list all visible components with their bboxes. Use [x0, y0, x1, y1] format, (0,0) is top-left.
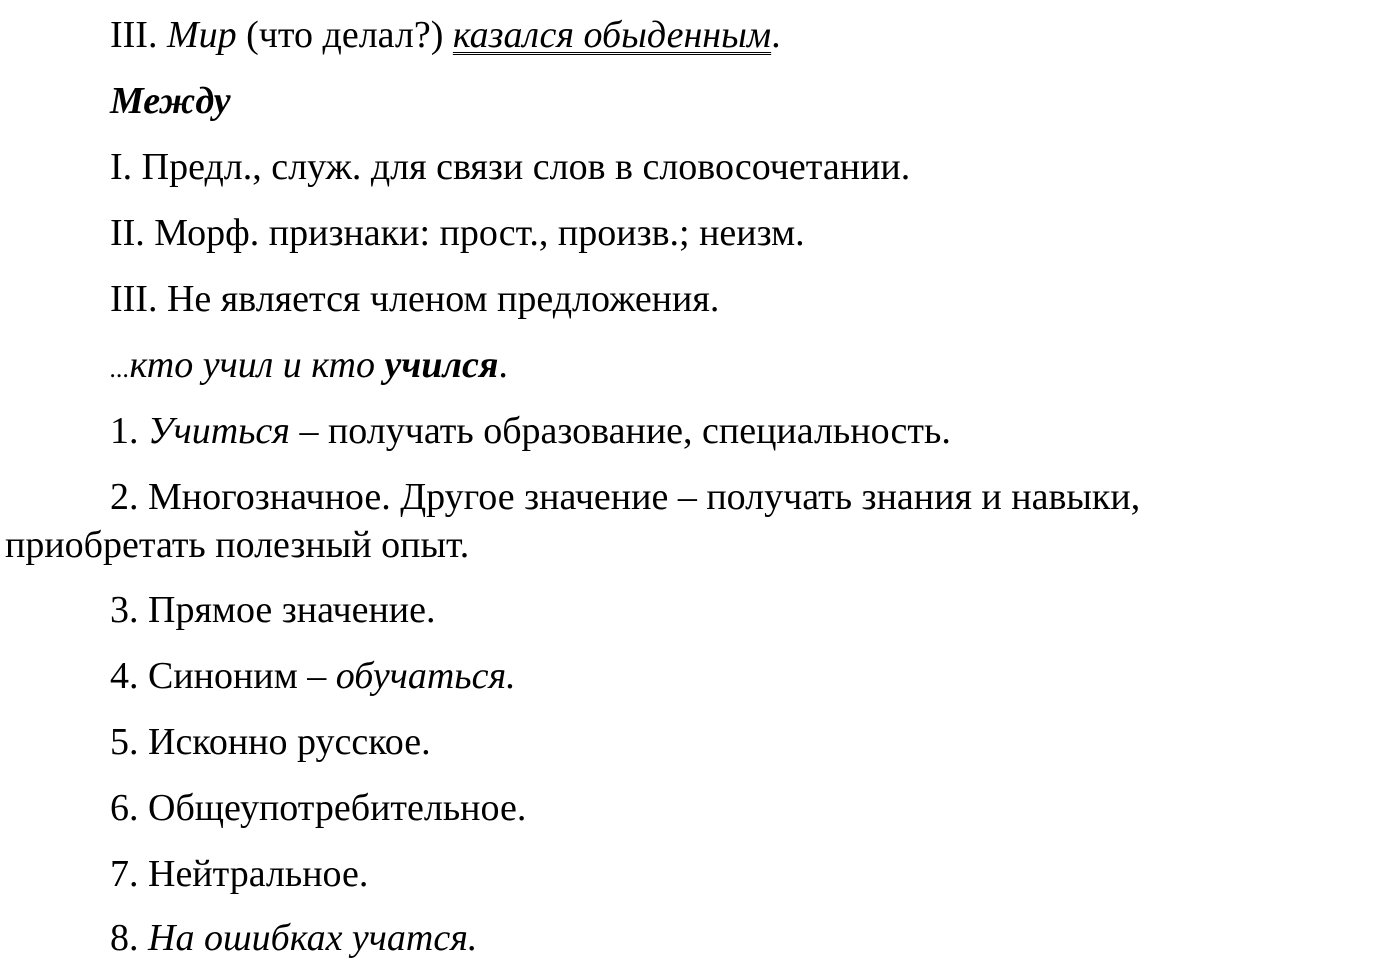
analysis-line-2: II. Морф. признаки: прост., произв.; неизм.	[110, 212, 805, 254]
list-item-7: 7. Нейтральное.	[110, 853, 369, 895]
item-number: 8.	[110, 917, 148, 959]
subject-word: Мир	[166, 14, 237, 56]
analysis-line-3: III. Не является членом предложения.	[110, 278, 720, 320]
quote-end: .	[498, 344, 508, 386]
predicate-phrase: казался обыденным	[452, 14, 772, 56]
line-prefix: III.	[110, 14, 167, 56]
proverb-phrase: На ошибках учатся.	[148, 917, 478, 959]
quote-bold-word: учился	[384, 344, 499, 386]
list-item-1	[110, 409, 951, 453]
list-item-6: 6. Общеупотребительное.	[110, 787, 527, 829]
item-number: 1.	[110, 410, 148, 452]
list-item-3: 3. Прямое значение.	[110, 589, 436, 631]
line-end: .	[771, 14, 781, 56]
quote-text: кто учил и кто	[129, 344, 385, 386]
list-item-4	[110, 654, 516, 698]
analysis-line-subject-predicate	[110, 13, 781, 57]
analysis-line-1: I. Предл., служ. для связи слов в словосочетании.	[110, 146, 911, 188]
synonym-word: обучаться.	[335, 655, 516, 697]
word-heading: Между	[110, 80, 231, 122]
item-word: Учиться	[148, 410, 290, 452]
list-item-8	[110, 916, 477, 960]
item-text: 4. Синоним –	[110, 655, 336, 697]
quote-line	[110, 343, 508, 391]
item-text: – получать образование, специальность.	[289, 410, 951, 452]
list-item-5: 5. Исконно русское.	[110, 721, 431, 763]
list-item-2: 2. Многозначное. Другое значение – получать знания и навыки, приобретать полезный опыт.	[5, 476, 1141, 566]
question-text: (что делал?)	[236, 14, 453, 56]
ellipsis: ...	[110, 354, 130, 383]
